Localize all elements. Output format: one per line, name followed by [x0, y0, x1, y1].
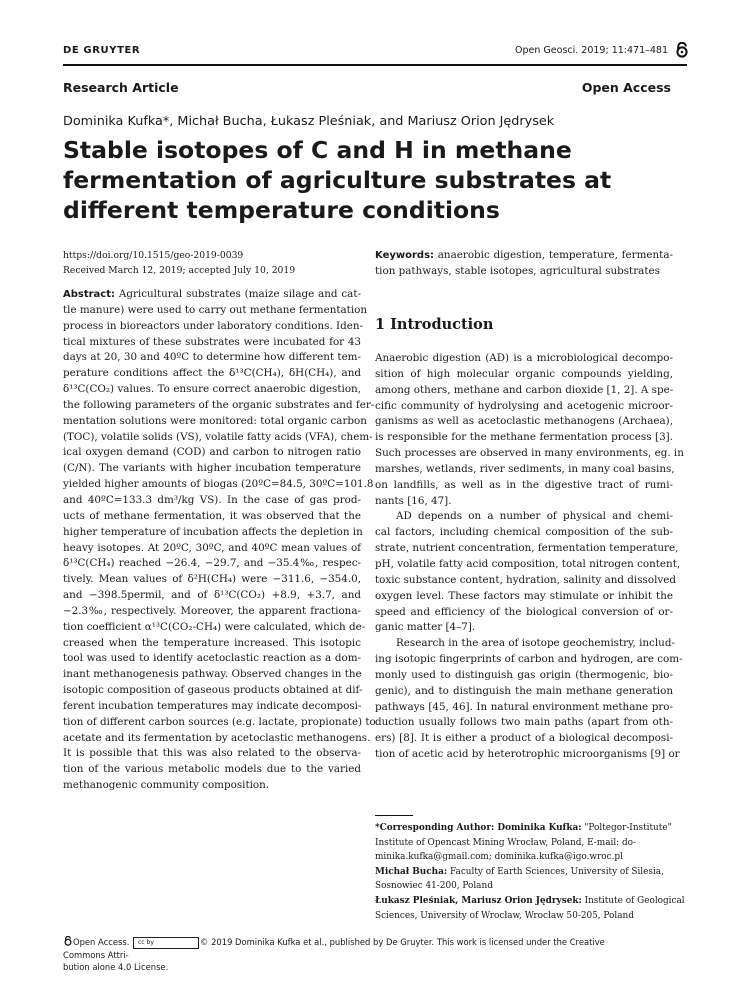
text-line: It is possible that this was also related to the observa-	[63, 747, 361, 760]
text-line: cal factors, including chemical composition of the sub-	[375, 526, 673, 539]
text-line: and −398.5permil, and of δ¹³C(CO₂) +8.9, +3.7, and	[63, 589, 361, 602]
footnote-text: Faculty of Earth Sciences, University of Silesia,	[447, 866, 664, 877]
text-line: speed and efficiency of the biological conversion of or-	[375, 605, 673, 618]
text-line: ical oxygen demand (COD) and carbon to nitrogen ratio	[63, 446, 361, 459]
text-line: mentation solutions were monitored: total organic carbon	[63, 414, 367, 427]
text-line: δ¹³C(CH₄) reached −26.4, −29.7, and −35.4‰, respec-	[63, 557, 361, 570]
text-line: (C/N). The variants with higher incubation temperature	[63, 462, 361, 475]
footnote-text: Sciences, University of Wrocław, Wrocław 50-205, Poland	[375, 910, 634, 921]
keywords	[375, 247, 673, 279]
text-line: tion of acetic acid by heterotrophic microorganisms [9] or	[375, 748, 680, 761]
abstract-first-line: Agricultural substrates (maize silage and cat-	[115, 288, 361, 300]
author-footnotes	[375, 821, 685, 923]
text-line: Anaerobic digestion (AD) is a microbiological decompo-	[375, 352, 673, 364]
footnote-author: Michał Bucha:	[375, 866, 448, 877]
text-line: higher temperature of incubation affects the depletion in	[63, 525, 363, 538]
open-access-icon	[674, 42, 690, 58]
open-access-label: Open Access	[581, 80, 671, 95]
text-line: creased when the temperature increased. This isotopic	[63, 636, 361, 649]
text-line: ganisms as well as acetoclastic methanogens (Archaea),	[375, 415, 673, 428]
text-line: tion of different carbon sources (e.g. lactate, propionate) to	[63, 715, 376, 728]
footnote-rule	[375, 815, 413, 816]
text-line: Such processes are observed in many environments, eg. in	[375, 447, 684, 460]
footnote-author: *Corresponding Author: Dominika Kufka:	[375, 823, 582, 833]
cc-by-badge[interactable]	[133, 937, 199, 949]
text-line: perature conditions affect the δ¹³C(CH₄), δH(CH₄), and	[63, 367, 361, 380]
keywords-first-line: anaerobic digestion, temperature, fermenta-	[434, 249, 673, 261]
text-line: yielded higher amounts of biogas (20ºC=84.5, 30ºC=101.8	[63, 478, 374, 491]
abstract	[63, 287, 376, 794]
text-line: −2.3‰, respectively. Moreover, the apparent fractiona-	[63, 604, 361, 617]
text-line: pathways [45, 46]. In natural environment methane pro-	[375, 700, 673, 713]
footnote-line	[375, 894, 685, 909]
text-line: and 40ºC=133.3 dm³/kg VS). In the case of gas prod-	[63, 493, 361, 506]
text-line: toxic substance content, hydration, salinity and dissolved	[375, 573, 676, 586]
text-line: ferent incubation temperatures may indicate decomposi-	[63, 699, 362, 712]
text-line: methanogenic community composition.	[63, 779, 270, 792]
author-list: Dominika Kufka*, Michał Bucha, Łukasz Pleśniak, and Mariusz Orion Jędrysek	[63, 114, 555, 129]
footnote-line	[375, 850, 675, 865]
text-line: pH, volatile fatty acid composition, total nitrogen content,	[375, 557, 681, 570]
text-line: marshes, wetlands, river sediments, in many coal basins,	[375, 462, 675, 475]
journal-reference: Open Geosci. 2019; 11:471–481	[515, 45, 668, 56]
text-line: tion pathways, stable isotopes, agricultural substrates	[375, 265, 660, 277]
keywords-label: Keywords:	[375, 250, 435, 261]
text-line: days at 20, 30 and 40ºC to determine how different tem-	[63, 351, 361, 364]
text-line: isotopic composition of gaseous products obtained at dif-	[63, 684, 363, 697]
introduction-text	[375, 351, 684, 763]
text-line: ing isotopic fingerprints of carbon and hydrogen, are com-	[375, 653, 683, 666]
abstract-label: Abstract:	[63, 289, 116, 300]
text-line	[63, 287, 361, 303]
license-text-line1: © 2019 Dominika Kufka et al., published by De Gruyter. This work is licensed under the Creative Commons Attri-	[63, 937, 605, 960]
text-line: tical mixtures of these substrates were incubated for 43	[63, 335, 361, 348]
footnote-text: Sosnowiec 41-200, Poland	[375, 881, 493, 892]
text-line: cific community of hydrolysing and acetogenic microor-	[375, 399, 673, 412]
text-line: genic), and to distinguish the main methane generation	[375, 684, 673, 697]
footnote-text: Institute of Opencast Mining Wrocław, Poland, E-mail: do-	[375, 837, 636, 848]
text-line: tion coefficient α¹³C(CO₂-CH₄) were calculated, which de-	[63, 620, 366, 633]
footnote-line	[375, 909, 675, 924]
text-line: monly used to distinguish gas origin (thermogenic, bio-	[375, 668, 673, 681]
footnote-text: minika.kufka@gmail.com; dominika.kufka@igo.wroc.pl	[375, 852, 623, 863]
footnote-author: Łukasz Pleśniak, Mariusz Orion Jędrysek:	[375, 895, 582, 906]
text-line: AD depends on a number of physical and chemi-	[396, 510, 673, 523]
text-line	[375, 247, 673, 263]
text-line: tle manure) were used to carry out methane fermentation	[63, 303, 368, 316]
footnote-text: "Poltegor-Institute"	[581, 823, 672, 833]
open-access-text: Open Access.	[73, 937, 130, 947]
text-line: among others, methane and carbon dioxide [1, 2]. A spe-	[375, 383, 674, 396]
footnote-line	[375, 879, 675, 894]
text-line: (TOC), volatile solids (VS), volatile fatty acids (VFA), chem-	[63, 430, 373, 443]
text-line: tively. Mean values of δ²H(CH₄) were −311.6, −354.0,	[63, 573, 361, 586]
text-line: ers) [8]. It is either a product of a biological decomposi-	[375, 732, 673, 745]
cc-badge-label: cc by	[138, 938, 154, 946]
footnote-line	[375, 836, 675, 851]
footnote-text: Institute of Geological	[581, 895, 685, 906]
text-line: is responsible for the methane fermentation process [3].	[375, 431, 673, 444]
received-dates: Received March 12, 2019; accepted July 10, 2019	[63, 265, 296, 276]
text-line: inant methanogenesis pathway. Observed changes in the	[63, 668, 362, 681]
text-line: oxygen level. These factors may stimulate or inhibit the	[375, 589, 673, 602]
text-line: tion of the various metabolic models due to the varied	[63, 763, 361, 776]
header-rule	[63, 64, 687, 66]
text-line: duction usually follows two main paths (apart from oth-	[375, 716, 673, 729]
text-line: heavy isotopes. At 20ºC, 30ºC, and 40ºC mean values of	[63, 541, 361, 554]
text-line: the following parameters of the organic substrates and fer-	[63, 398, 375, 411]
doi-link[interactable]: https://doi.org/10.1515/geo-2019-0039	[63, 250, 244, 261]
license-text-line2: bution alone 4.0 License.	[63, 962, 169, 972]
section-heading: 1 Introduction	[375, 316, 494, 333]
text-line: tool was used to identify acetoclastic reaction as a dom-	[63, 652, 361, 665]
text-line: on landfills, as well as in the digestive tract of rumi-	[375, 478, 673, 491]
text-line: strate, nutrient concentration, fermentation temperature,	[375, 542, 679, 555]
article-title: Stable isotopes of C and H in methane fermentation of agriculture substrates at different temperature conditions	[63, 136, 612, 224]
text-line: nants [16, 47].	[375, 494, 452, 507]
text-line: δ¹³C(CO₂) values. To ensure correct anaerobic digestion,	[63, 383, 361, 396]
text-line: Research in the area of isotope geochemistry, includ-	[396, 637, 675, 650]
open-access-icon	[63, 936, 73, 946]
article-type: Research Article	[63, 80, 179, 95]
license-footer	[63, 936, 633, 974]
text-line: ganic matter [4–7].	[375, 621, 476, 634]
footnote-line	[375, 821, 675, 836]
publisher-name: DE GRUYTER	[63, 45, 141, 56]
text-line: process in bioreactors under laboratory conditions. Iden-	[63, 319, 364, 332]
text-line: ucts of methane fermentation, it was observed that the	[63, 509, 361, 522]
text-line: sition of high molecular organic compounds yielding,	[375, 367, 673, 380]
text-line: acetate and its fermentation by acetoclastic methanogens.	[63, 731, 371, 744]
footnote-line	[375, 865, 675, 880]
